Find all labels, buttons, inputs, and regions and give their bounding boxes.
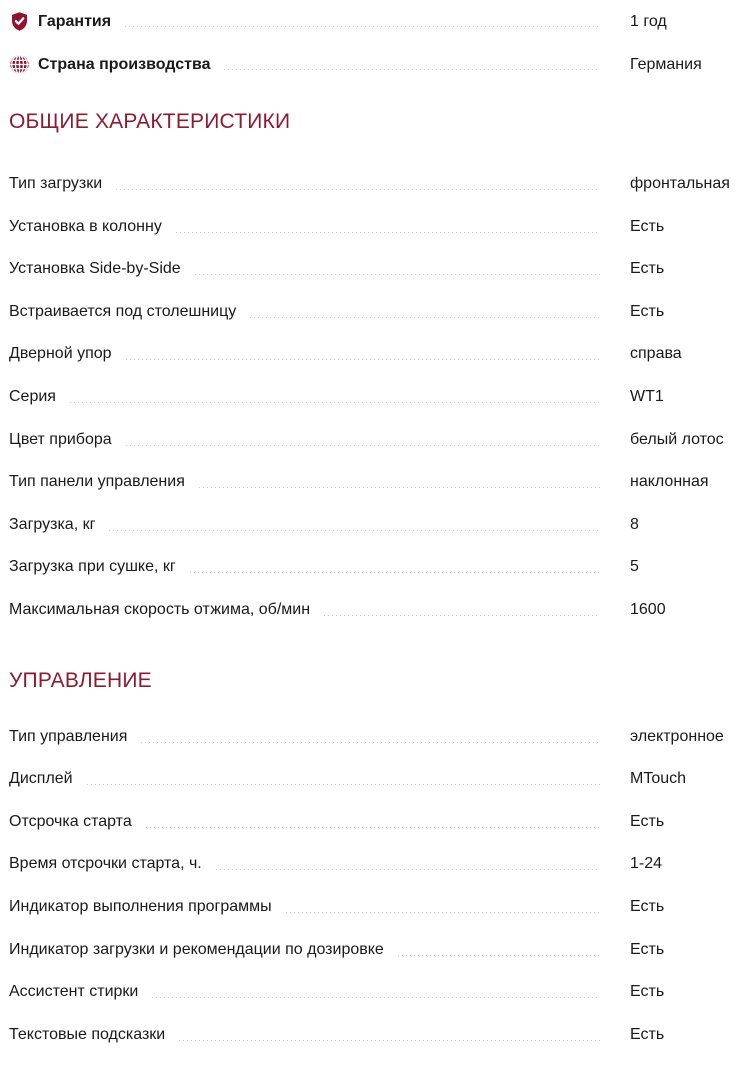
spec-row xyxy=(9,290,745,333)
key-specs xyxy=(9,0,745,86)
spec-label: Встраивается под столешницу xyxy=(9,302,237,320)
dotted-leader xyxy=(126,359,600,360)
spec-row xyxy=(9,970,745,1013)
spec-value: электронное xyxy=(630,727,724,745)
spec-label: Серия xyxy=(9,387,56,405)
warranty-label: Гарантия xyxy=(38,12,112,30)
spec-row xyxy=(9,757,745,800)
spec-label: Установка Side-by-Side xyxy=(9,260,181,278)
spec-label: Время отсрочки старта, ч. xyxy=(9,855,202,873)
section-control xyxy=(9,669,745,1056)
country-label: Страна производства xyxy=(38,55,211,73)
dotted-leader xyxy=(324,615,600,616)
spec-row xyxy=(9,885,745,928)
dotted-leader xyxy=(224,69,600,70)
spec-label: Индикатор загрузки и рекомендации по дозировке xyxy=(9,940,384,958)
spec-value: WT1 xyxy=(630,387,664,405)
spec-label: Максимальная скорость отжима, об/мин xyxy=(9,600,311,618)
spec-row xyxy=(9,460,745,503)
warranty-row xyxy=(9,0,745,43)
spec-value: Есть xyxy=(630,302,665,320)
spec-row xyxy=(9,332,745,375)
spec-value: Есть xyxy=(630,983,665,1001)
spec-row xyxy=(9,1013,745,1056)
dotted-leader xyxy=(116,189,600,190)
dotted-leader xyxy=(179,1040,600,1041)
spec-value: 8 xyxy=(630,515,639,533)
globe-icon xyxy=(9,54,30,75)
section-title: ОБЩИЕ ХАРАКТЕРИСТИКИ xyxy=(9,110,291,133)
spec-value: 1600 xyxy=(630,600,666,618)
spec-row xyxy=(9,588,745,631)
spec-value: Есть xyxy=(630,897,665,915)
dotted-leader xyxy=(125,26,600,27)
spec-rows xyxy=(9,715,745,1056)
spec-value: белый лотос xyxy=(630,430,724,448)
spec-row xyxy=(9,545,745,588)
spec-label: Дисплей xyxy=(9,770,73,788)
section-general-characteristics xyxy=(9,110,745,631)
spec-label: Установка в колонну xyxy=(9,217,162,235)
spec-row xyxy=(9,715,745,758)
dotted-leader xyxy=(109,530,600,531)
spec-value: Есть xyxy=(630,940,665,958)
spec-label: Ассистент стирки xyxy=(9,983,139,1001)
spec-row xyxy=(9,800,745,843)
spec-label: Тип управления xyxy=(9,727,128,745)
spec-value: 1-24 xyxy=(630,855,663,873)
spec-row xyxy=(9,375,745,418)
shield-check-icon xyxy=(9,11,30,32)
spec-label: Индикатор выполнения программы xyxy=(9,897,272,915)
spec-row xyxy=(9,842,745,885)
section-title: УПРАВЛЕНИЕ xyxy=(9,668,152,692)
spec-row xyxy=(9,247,745,290)
spec-label: Тип панели управления xyxy=(9,473,185,491)
warranty-value: 1 год xyxy=(630,12,667,30)
dotted-leader xyxy=(70,402,600,403)
spec-row xyxy=(9,162,745,205)
spec-value: MTouch xyxy=(630,770,687,788)
spec-rows xyxy=(9,162,745,631)
dotted-leader xyxy=(199,487,600,488)
spec-value: Есть xyxy=(630,1025,665,1043)
dotted-leader xyxy=(250,317,600,318)
spec-label: Загрузка при сушке, кг xyxy=(9,558,176,576)
spec-label: Загрузка, кг xyxy=(9,515,96,533)
spec-row xyxy=(9,418,745,461)
spec-value: Есть xyxy=(630,812,665,830)
spec-label: Отсрочка старта xyxy=(9,812,132,830)
spec-label: Цвет прибора xyxy=(9,430,112,448)
spec-row xyxy=(9,503,745,546)
spec-row xyxy=(9,205,745,248)
spec-label: Текстовые подсказки xyxy=(9,1025,166,1043)
dotted-leader xyxy=(152,997,600,998)
dotted-leader xyxy=(87,784,600,785)
dotted-leader xyxy=(286,912,600,913)
country-row xyxy=(9,43,745,86)
spec-value: Есть xyxy=(630,260,665,278)
spec-row xyxy=(9,928,745,971)
dotted-leader xyxy=(398,955,600,956)
spec-label: Дверной упор xyxy=(9,345,112,363)
dotted-leader xyxy=(176,232,600,233)
dotted-leader xyxy=(190,572,600,573)
country-value: Германия xyxy=(630,55,702,73)
spec-sections xyxy=(9,110,745,1055)
dotted-leader xyxy=(146,827,600,828)
spec-value: Есть xyxy=(630,217,665,235)
spec-value: наклонная xyxy=(630,473,709,491)
dotted-leader xyxy=(216,869,600,870)
dotted-leader xyxy=(195,274,600,275)
dotted-leader xyxy=(126,445,600,446)
dotted-leader xyxy=(141,742,600,743)
spec-value: справа xyxy=(630,345,682,363)
spec-label: Тип загрузки xyxy=(9,175,103,192)
spec-value: 5 xyxy=(630,558,639,576)
spec-value: фронтальная xyxy=(630,175,730,192)
